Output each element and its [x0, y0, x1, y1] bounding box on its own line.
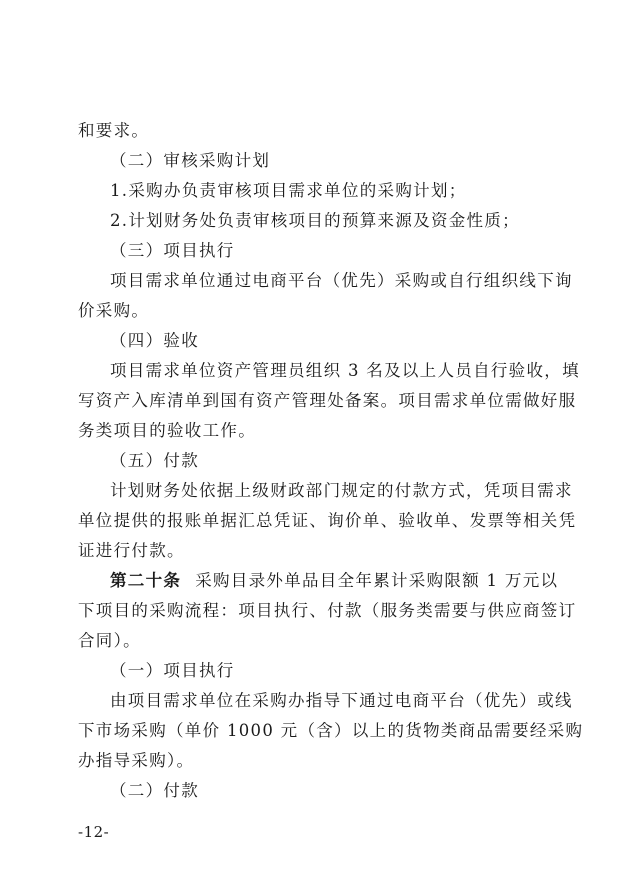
paragraph-line: 下项目的采购流程：项目执行、付款（服务类需要与供应商签订: [78, 601, 577, 620]
section-heading: （三）项目执行: [110, 241, 235, 260]
paragraph-line: 项目需求单位通过电商平台（优先）采购或自行组织线下询: [110, 271, 573, 290]
article-20-line: [110, 566, 559, 596]
paragraph-line: 合同）。: [78, 631, 141, 650]
paragraph-line: 价采购。: [78, 301, 150, 320]
paragraph-line: 项目需求单位资产管理员组织 3 名及以上人员自行验收，填: [110, 361, 580, 380]
section-heading: （二）审核采购计划: [110, 151, 271, 170]
paragraph-line: 由项目需求单位在采购办指导下通过电商平台（优先）或线: [110, 691, 573, 710]
paragraph-line: 计划财务处依据上级财政部门规定的付款方式，凭项目需求: [110, 481, 573, 500]
section-heading: （一）项目执行: [110, 661, 235, 680]
paragraph-line: 1.采购办负责审核项目需求单位的采购计划；: [110, 181, 467, 200]
article-number: 第二十条: [110, 571, 182, 590]
paragraph-line: 和要求。: [78, 121, 150, 140]
paragraph-line: 写资产入库清单到国有资产管理处备案。项目需求单位需做好服: [78, 391, 577, 410]
section-heading: （二）付款: [110, 781, 199, 800]
article-text: 采购目录外单品目全年累计采购限额 1 万元以: [195, 571, 559, 590]
paragraph-line: 务类项目的验收工作。: [78, 421, 256, 440]
section-heading: （四）验收: [110, 331, 199, 350]
paragraph-line: 2.计划财务处负责审核项目的预算来源及资金性质；: [110, 211, 520, 230]
paragraph-line: 办指导采购）。: [78, 751, 195, 770]
section-heading: （五）付款: [110, 451, 199, 470]
paragraph-line: 证进行付款。: [78, 541, 185, 560]
page-number: -12-: [78, 823, 110, 841]
paragraph-line: 单位提供的报账单据汇总凭证、询价单、验收单、发票等相关凭: [78, 511, 577, 530]
paragraph-line: 下市场采购（单价 1000 元（含）以上的货物类商品需要经采购: [78, 721, 584, 740]
